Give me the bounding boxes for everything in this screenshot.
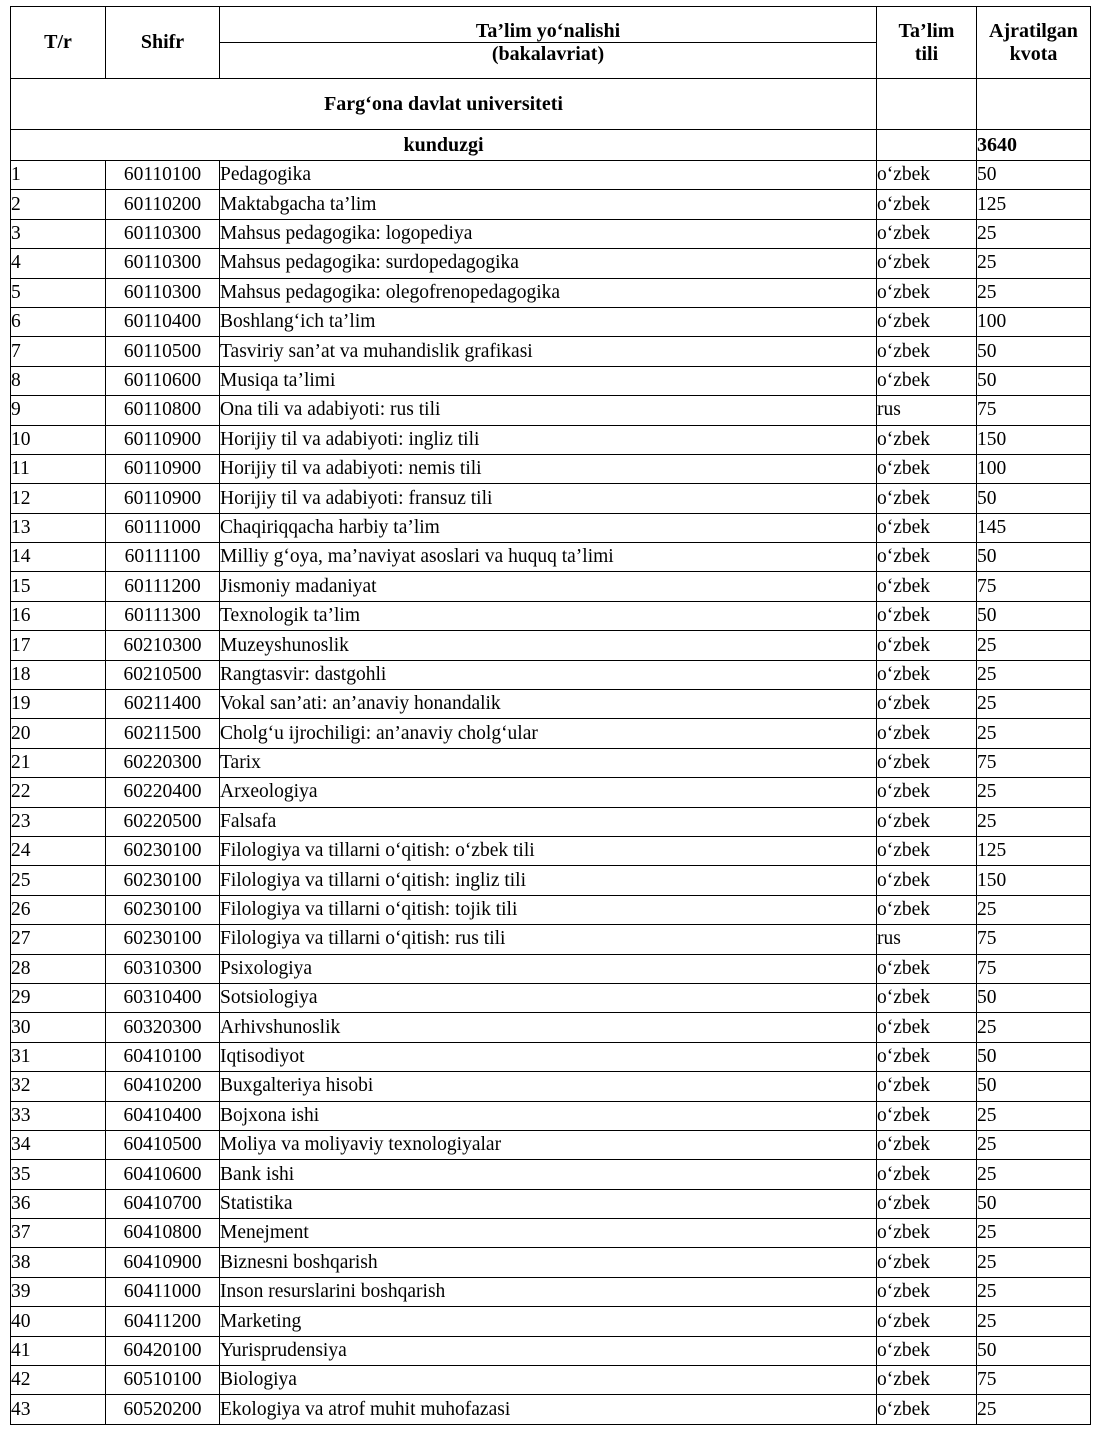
cell-instruction-language: o‘zbek [877, 719, 977, 748]
column-header-language-line2: tili [914, 42, 939, 65]
table-row [11, 161, 1091, 190]
cell-row-number: 15 [11, 572, 106, 601]
cell-program-code: 60111100 [106, 543, 220, 572]
cell-program-name: Musiqa ta’limi [220, 366, 877, 395]
table-row [11, 1248, 1091, 1277]
university-language-cell [877, 79, 977, 130]
cell-instruction-language: o‘zbek [877, 572, 977, 601]
cell-program-name: Sotsiologiya [220, 983, 877, 1012]
cell-instruction-language: o‘zbek [877, 748, 977, 777]
table-row [11, 748, 1091, 777]
table-row [11, 337, 1091, 366]
cell-instruction-language: o‘zbek [877, 425, 977, 454]
cell-instruction-language: o‘zbek [877, 1013, 977, 1042]
cell-program-name: Psixologiya [220, 954, 877, 983]
cell-allocated-quota: 25 [977, 1101, 1091, 1130]
cell-program-code: 60410400 [106, 1101, 220, 1130]
table-row [11, 219, 1091, 248]
cell-row-number: 42 [11, 1366, 106, 1395]
column-header-language-label [899, 20, 955, 65]
cell-program-name: Filologiya va tillarni o‘qitish: o‘zbek tili [220, 836, 877, 865]
cell-allocated-quota: 50 [977, 1189, 1091, 1218]
cell-program-code: 60410200 [106, 1072, 220, 1101]
cell-instruction-language: o‘zbek [877, 1189, 977, 1218]
cell-instruction-language: rus [877, 925, 977, 954]
cell-instruction-language: o‘zbek [877, 190, 977, 219]
cell-program-code: 60230100 [106, 925, 220, 954]
cell-row-number: 10 [11, 425, 106, 454]
cell-row-number: 7 [11, 337, 106, 366]
cell-program-name: Filologiya va tillarni o‘qitish: tojik tili [220, 895, 877, 924]
cell-program-code: 60220300 [106, 748, 220, 777]
cell-row-number: 36 [11, 1189, 106, 1218]
cell-program-code: 60411000 [106, 1277, 220, 1306]
cell-program-name: Mahsus pedagogika: olegofrenopedagogika [220, 278, 877, 307]
cell-program-code: 60110800 [106, 396, 220, 425]
cell-row-number: 18 [11, 660, 106, 689]
column-header-tr-label: T/r [44, 31, 72, 54]
cell-allocated-quota: 100 [977, 454, 1091, 483]
cell-program-name: Biznesni boshqarish [220, 1248, 877, 1277]
university-name: Farg‘ona davlat universiteti [11, 79, 877, 130]
cell-program-name: Filologiya va tillarni o‘qitish: ingliz tili [220, 866, 877, 895]
column-header-shifr-label: Shifr [140, 31, 185, 54]
cell-row-number: 19 [11, 690, 106, 719]
cell-program-code: 60110400 [106, 307, 220, 336]
cell-allocated-quota: 75 [977, 925, 1091, 954]
cell-program-code: 60110900 [106, 454, 220, 483]
cell-program-name: Milliy g‘oya, ma’naviyat asoslari va huquq ta’limi [220, 543, 877, 572]
cell-instruction-language: o‘zbek [877, 954, 977, 983]
cell-program-name: Menejment [220, 1219, 877, 1248]
table-row [11, 543, 1091, 572]
table-row [11, 1189, 1091, 1218]
cell-allocated-quota: 75 [977, 1366, 1091, 1395]
table-row [11, 719, 1091, 748]
cell-program-code: 60111200 [106, 572, 220, 601]
cell-program-code: 60110300 [106, 249, 220, 278]
cell-row-number: 4 [11, 249, 106, 278]
cell-instruction-language: o‘zbek [877, 1395, 977, 1424]
cell-allocated-quota: 75 [977, 396, 1091, 425]
column-header-quota-line1: Ajratilgan [989, 20, 1078, 43]
cell-instruction-language: o‘zbek [877, 1336, 977, 1365]
cell-instruction-language: o‘zbek [877, 337, 977, 366]
table-row [11, 1072, 1091, 1101]
cell-program-name: Ona tili va adabiyoti: rus tili [220, 396, 877, 425]
column-header-quota-line2: kvota [1009, 42, 1058, 65]
cell-row-number: 3 [11, 219, 106, 248]
cell-program-name: Arxeologiya [220, 778, 877, 807]
cell-allocated-quota: 25 [977, 1395, 1091, 1424]
table-row [11, 925, 1091, 954]
cell-program-code: 60110900 [106, 425, 220, 454]
cell-allocated-quota: 25 [977, 719, 1091, 748]
cell-instruction-language: o‘zbek [877, 778, 977, 807]
cell-instruction-language: o‘zbek [877, 1248, 977, 1277]
cell-allocated-quota: 50 [977, 601, 1091, 630]
cell-instruction-language: o‘zbek [877, 1277, 977, 1306]
cell-instruction-language: o‘zbek [877, 836, 977, 865]
table-row [11, 366, 1091, 395]
cell-row-number: 30 [11, 1013, 106, 1042]
cell-program-name: Maktabgacha ta’lim [220, 190, 877, 219]
cell-instruction-language: o‘zbek [877, 1366, 977, 1395]
cell-program-code: 60110100 [106, 161, 220, 190]
cell-row-number: 40 [11, 1307, 106, 1336]
table-row [11, 1336, 1091, 1365]
cell-allocated-quota: 50 [977, 484, 1091, 513]
cell-program-code: 60410500 [106, 1130, 220, 1159]
cell-row-number: 29 [11, 983, 106, 1012]
cell-program-code: 60420100 [106, 1336, 220, 1365]
column-header-program-label-line2: (bakalavriat) [491, 43, 605, 65]
admission-quota-table [10, 6, 1091, 1425]
table-row [11, 484, 1091, 513]
cell-instruction-language: o‘zbek [877, 1042, 977, 1071]
cell-program-code: 60210500 [106, 660, 220, 689]
cell-program-code: 60310300 [106, 954, 220, 983]
cell-program-code: 60410700 [106, 1189, 220, 1218]
cell-program-name: Horijiy til va adabiyoti: nemis tili [220, 454, 877, 483]
column-header-shifr [106, 7, 220, 79]
cell-allocated-quota: 25 [977, 1219, 1091, 1248]
cell-program-code: 60211400 [106, 690, 220, 719]
cell-instruction-language: o‘zbek [877, 631, 977, 660]
cell-row-number: 21 [11, 748, 106, 777]
cell-instruction-language: rus [877, 396, 977, 425]
cell-row-number: 22 [11, 778, 106, 807]
cell-allocated-quota: 25 [977, 807, 1091, 836]
cell-program-name: Texnologik ta’lim [220, 601, 877, 630]
cell-program-code: 60220500 [106, 807, 220, 836]
table-row [11, 249, 1091, 278]
cell-program-name: Pedagogika [220, 161, 877, 190]
cell-program-name: Boshlang‘ich ta’lim [220, 307, 877, 336]
column-header-quota-label [989, 20, 1078, 65]
table-row [11, 1013, 1091, 1042]
cell-program-name: Filologiya va tillarni o‘qitish: rus tili [220, 925, 877, 954]
cell-row-number: 38 [11, 1248, 106, 1277]
cell-allocated-quota: 50 [977, 366, 1091, 395]
cell-instruction-language: o‘zbek [877, 895, 977, 924]
cell-program-name: Ekologiya va atrof muhit muhofazasi [220, 1395, 877, 1424]
cell-program-name: Vokal san’ati: an’anaviy honandalik [220, 690, 877, 719]
column-header-quota [977, 7, 1091, 79]
cell-allocated-quota: 25 [977, 1277, 1091, 1306]
cell-program-code: 60230100 [106, 866, 220, 895]
cell-row-number: 5 [11, 278, 106, 307]
cell-row-number: 13 [11, 513, 106, 542]
header-row [11, 7, 1091, 79]
cell-program-code: 60110300 [106, 219, 220, 248]
cell-row-number: 43 [11, 1395, 106, 1424]
cell-allocated-quota: 25 [977, 278, 1091, 307]
cell-instruction-language: o‘zbek [877, 278, 977, 307]
cell-program-name: Falsafa [220, 807, 877, 836]
cell-allocated-quota: 25 [977, 690, 1091, 719]
cell-allocated-quota: 50 [977, 161, 1091, 190]
cell-row-number: 2 [11, 190, 106, 219]
cell-program-code: 60320300 [106, 1013, 220, 1042]
cell-row-number: 20 [11, 719, 106, 748]
cell-instruction-language: o‘zbek [877, 690, 977, 719]
table-row [11, 1307, 1091, 1336]
cell-row-number: 17 [11, 631, 106, 660]
cell-program-code: 60410900 [106, 1248, 220, 1277]
table-header [11, 7, 1091, 79]
cell-row-number: 6 [11, 307, 106, 336]
cell-program-code: 60230100 [106, 895, 220, 924]
cell-allocated-quota: 25 [977, 895, 1091, 924]
cell-allocated-quota: 25 [977, 219, 1091, 248]
cell-allocated-quota: 25 [977, 249, 1091, 278]
cell-instruction-language: o‘zbek [877, 161, 977, 190]
cell-allocated-quota: 125 [977, 836, 1091, 865]
table-row [11, 866, 1091, 895]
table-row [11, 1395, 1091, 1424]
cell-program-code: 60230100 [106, 836, 220, 865]
cell-instruction-language: o‘zbek [877, 1130, 977, 1159]
cell-row-number: 25 [11, 866, 106, 895]
table-row [11, 190, 1091, 219]
cell-program-code: 60410100 [106, 1042, 220, 1071]
cell-allocated-quota: 75 [977, 954, 1091, 983]
cell-allocated-quota: 50 [977, 543, 1091, 572]
cell-program-code: 60520200 [106, 1395, 220, 1424]
table-row [11, 1366, 1091, 1395]
cell-row-number: 23 [11, 807, 106, 836]
cell-row-number: 26 [11, 895, 106, 924]
cell-program-code: 60211500 [106, 719, 220, 748]
cell-row-number: 31 [11, 1042, 106, 1071]
cell-program-code: 60111000 [106, 513, 220, 542]
cell-program-name: Yurisprudensiya [220, 1336, 877, 1365]
table-row [11, 307, 1091, 336]
cell-row-number: 27 [11, 925, 106, 954]
cell-row-number: 14 [11, 543, 106, 572]
table-row [11, 601, 1091, 630]
cell-allocated-quota: 50 [977, 983, 1091, 1012]
cell-instruction-language: o‘zbek [877, 1101, 977, 1130]
study-mode-label: kunduzgi [11, 130, 877, 161]
cell-instruction-language: o‘zbek [877, 513, 977, 542]
cell-instruction-language: o‘zbek [877, 660, 977, 689]
cell-allocated-quota: 50 [977, 337, 1091, 366]
table-row [11, 425, 1091, 454]
study-mode-section-row [11, 130, 1091, 161]
cell-row-number: 24 [11, 836, 106, 865]
column-header-language [877, 7, 977, 79]
cell-program-code: 60110500 [106, 337, 220, 366]
cell-allocated-quota: 145 [977, 513, 1091, 542]
table-row [11, 1277, 1091, 1306]
cell-row-number: 35 [11, 1160, 106, 1189]
cell-row-number: 39 [11, 1277, 106, 1306]
cell-program-name: Chaqiriqqacha harbiy ta’lim [220, 513, 877, 542]
table-row [11, 807, 1091, 836]
cell-program-code: 60210300 [106, 631, 220, 660]
cell-program-name: Mahsus pedagogika: surdopedagogika [220, 249, 877, 278]
table-row [11, 396, 1091, 425]
cell-allocated-quota: 25 [977, 660, 1091, 689]
cell-row-number: 41 [11, 1336, 106, 1365]
cell-program-code: 60110600 [106, 366, 220, 395]
cell-program-name: Arhivshunoslik [220, 1013, 877, 1042]
cell-program-name: Iqtisodiyot [220, 1042, 877, 1071]
table-row [11, 631, 1091, 660]
cell-allocated-quota: 100 [977, 307, 1091, 336]
cell-instruction-language: o‘zbek [877, 866, 977, 895]
cell-allocated-quota: 50 [977, 1336, 1091, 1365]
cell-instruction-language: o‘zbek [877, 1307, 977, 1336]
cell-program-code: 60510100 [106, 1366, 220, 1395]
table-row [11, 660, 1091, 689]
cell-row-number: 16 [11, 601, 106, 630]
table-row [11, 572, 1091, 601]
cell-allocated-quota: 50 [977, 1072, 1091, 1101]
table-row [11, 836, 1091, 865]
cell-program-name: Cholg‘u ijrochiligi: an’anaviy cholg‘ular [220, 719, 877, 748]
cell-allocated-quota: 25 [977, 631, 1091, 660]
university-section-row [11, 79, 1091, 130]
cell-program-name: Biologiya [220, 1366, 877, 1395]
cell-program-code: 60411200 [106, 1307, 220, 1336]
cell-program-name: Bank ishi [220, 1160, 877, 1189]
column-header-tr [11, 7, 106, 79]
cell-program-name: Mahsus pedagogika: logopediya [220, 219, 877, 248]
table-section-headers [11, 79, 1091, 161]
column-header-program-label-line1: Ta’lim yo‘nalishi [475, 19, 621, 42]
cell-program-code: 60410600 [106, 1160, 220, 1189]
cell-row-number: 12 [11, 484, 106, 513]
cell-program-name: Marketing [220, 1307, 877, 1336]
cell-allocated-quota: 75 [977, 572, 1091, 601]
cell-row-number: 34 [11, 1130, 106, 1159]
cell-instruction-language: o‘zbek [877, 1219, 977, 1248]
table-row [11, 954, 1091, 983]
cell-instruction-language: o‘zbek [877, 1072, 977, 1101]
cell-row-number: 37 [11, 1219, 106, 1248]
table-row [11, 1042, 1091, 1071]
cell-program-name: Tasviriy san’at va muhandislik grafikasi [220, 337, 877, 366]
table-row [11, 278, 1091, 307]
cell-instruction-language: o‘zbek [877, 807, 977, 836]
cell-row-number: 33 [11, 1101, 106, 1130]
cell-program-name: Horijiy til va adabiyoti: fransuz tili [220, 484, 877, 513]
cell-row-number: 28 [11, 954, 106, 983]
table-row [11, 454, 1091, 483]
cell-program-code: 60110300 [106, 278, 220, 307]
cell-program-code: 60111300 [106, 601, 220, 630]
table-row [11, 1219, 1091, 1248]
cell-program-code: 60310400 [106, 983, 220, 1012]
cell-row-number: 32 [11, 1072, 106, 1101]
cell-instruction-language: o‘zbek [877, 249, 977, 278]
cell-allocated-quota: 75 [977, 748, 1091, 777]
cell-program-name: Muzeyshunoslik [220, 631, 877, 660]
table-row [11, 690, 1091, 719]
cell-program-name: Jismoniy madaniyat [220, 572, 877, 601]
study-mode-total-quota: 3640 [977, 130, 1091, 161]
cell-instruction-language: o‘zbek [877, 601, 977, 630]
cell-program-code: 60220400 [106, 778, 220, 807]
cell-instruction-language: o‘zbek [877, 219, 977, 248]
cell-allocated-quota: 25 [977, 1248, 1091, 1277]
cell-program-name: Rangtasvir: dastgohli [220, 660, 877, 689]
cell-instruction-language: o‘zbek [877, 454, 977, 483]
table-row [11, 1130, 1091, 1159]
cell-instruction-language: o‘zbek [877, 484, 977, 513]
cell-allocated-quota: 25 [977, 1307, 1091, 1336]
cell-allocated-quota: 125 [977, 190, 1091, 219]
cell-instruction-language: o‘zbek [877, 1160, 977, 1189]
table-body [11, 161, 1091, 1425]
cell-allocated-quota: 150 [977, 866, 1091, 895]
column-header-language-line1: Ta’lim [898, 20, 955, 43]
cell-instruction-language: o‘zbek [877, 366, 977, 395]
cell-program-name: Tarix [220, 748, 877, 777]
cell-program-code: 60110900 [106, 484, 220, 513]
table-row [11, 513, 1091, 542]
cell-program-code: 60410800 [106, 1219, 220, 1248]
cell-program-name: Moliya va moliyaviy texnologiyalar [220, 1130, 877, 1159]
table-row [11, 778, 1091, 807]
cell-instruction-language: o‘zbek [877, 307, 977, 336]
column-header-program [220, 7, 877, 79]
table-row [11, 1160, 1091, 1189]
cell-instruction-language: o‘zbek [877, 983, 977, 1012]
cell-row-number: 11 [11, 454, 106, 483]
cell-allocated-quota: 50 [977, 1042, 1091, 1071]
table-row [11, 1101, 1091, 1130]
cell-instruction-language: o‘zbek [877, 543, 977, 572]
cell-allocated-quota: 25 [977, 1160, 1091, 1189]
table-row [11, 983, 1091, 1012]
cell-program-name: Inson resurslarini boshqarish [220, 1277, 877, 1306]
cell-program-name: Bojxona ishi [220, 1101, 877, 1130]
study-mode-language-cell [877, 130, 977, 161]
university-quota-cell [977, 79, 1091, 130]
cell-allocated-quota: 150 [977, 425, 1091, 454]
cell-allocated-quota: 25 [977, 778, 1091, 807]
cell-program-name: Statistika [220, 1189, 877, 1218]
cell-program-code: 60110200 [106, 190, 220, 219]
cell-program-name: Buxgalteriya hisobi [220, 1072, 877, 1101]
cell-row-number: 9 [11, 396, 106, 425]
cell-row-number: 1 [11, 161, 106, 190]
cell-allocated-quota: 25 [977, 1013, 1091, 1042]
cell-allocated-quota: 25 [977, 1130, 1091, 1159]
table-row [11, 895, 1091, 924]
cell-row-number: 8 [11, 366, 106, 395]
cell-program-name: Horijiy til va adabiyoti: ingliz tili [220, 425, 877, 454]
